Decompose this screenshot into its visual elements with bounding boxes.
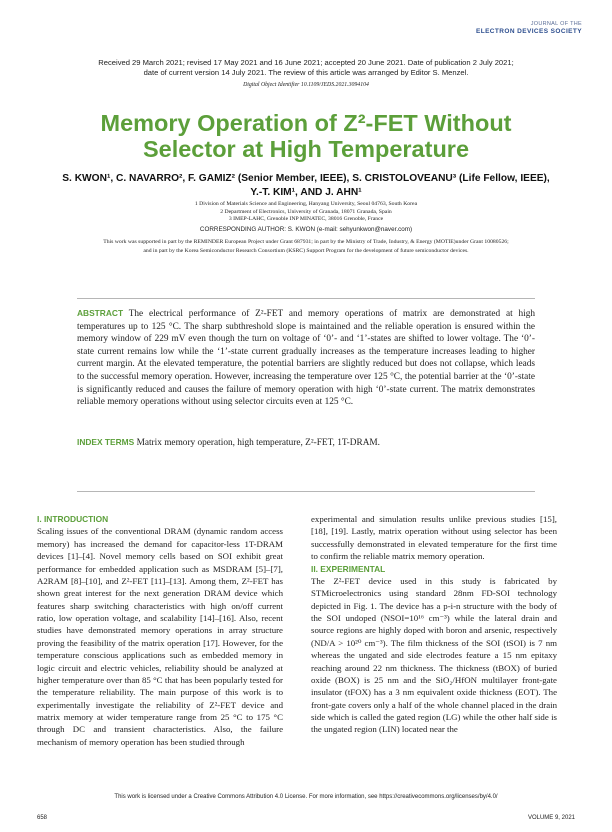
intro-paragraph: Scaling issues of the conventional DRAM (dynamic random access memory) has increased the demand for capacitor-less 1T-DRAM devices [1]–[4]. Novel memory cells based on SOI exhibit great performance for embedded application such as MSDRAM [5]–[7], A2RAM [8]–[10], and Z²-FET [11]–[13]. Among them, Z²-FET has shown great interest for the next generation DRAM device which features sharp switching characteristics with high on/off current ratio, low operation voltage, and scalability [14]–[16]. Also, recent studies have demonstrated memory operations in array structure proving the feasibility of the matrix operation [17]. However, for the temperature conscious applications such as embedded memory in logic circuit and electric vehicles, reliability should be analyzed at higher temperature over than 85 °C that has been popularly tested for the temperature reliability. The main purpose of this work is to experimentally investigate the reliability of Z²-FET device and matrix memory at wider temperature range from 25 °C to 175 °C through DC and transient characteristics. Also, the failure mechanism of memory operation has been studied through [37, 526, 283, 747]
right-column [311, 513, 557, 736]
abstract-text: The electrical performance of Z²-FET and memory operations of matrix are demonstrated at high temperatures up to 125 °C. The sharp subthreshold slope is maintained and the reliable operation is ensured within the memory window of 229 mV even though the turn on voltage of ‘0’- and ‘1’-states are shifted to lower voltage. The ‘0’-state current remains low while the ‘1’-state current gradually increases as the temperature increases leading to higher current margin. At the elevated temperature, the potential barriers are slightly reduced but does not collapse, which leads to the successful memory operation. However, increasing the temperature over 125 °C, the potential barrier at the ‘0’-state is significantly reduced and causes the failure of memory operation with high ‘0’-state current. The matrix demonstrates reliable memory operations without using selector circuits even at 125 °C. [77, 309, 536, 408]
journal-header [476, 21, 582, 35]
journal-line2: ELECTRON DEVICES SOCIETY [475, 28, 582, 35]
received-dates [0, 58, 612, 78]
authors-line2: Y.-T. KIM¹, AND J. AHN¹ [250, 187, 362, 198]
affiliations [0, 201, 612, 224]
volume-info: VOLUME 9, 2021 [527, 815, 575, 821]
index-terms-text: Matrix memory operation, high temperature, Z²-FET, 1T-DRAM. [136, 438, 380, 448]
abstract-top-divider [77, 298, 535, 299]
doi: Digital Object Identifier 10.1109/JEDS.2021.3094104 [243, 82, 369, 88]
funding-line1: This work was supported in part by the REMINDER European Project under Grant 687931; in part by the Ministry of Trade, Industry, & Energy (MOTIE)under Grant 10080526; [103, 239, 509, 245]
authors-line1: S. KWON¹, C. NAVARRO², F. GAMIZ² (Senior Member, IEEE), S. CRISTOLOVEANU³ (Life Fellow, IEEE), [62, 173, 550, 184]
author-list [24, 172, 588, 200]
corresponding-author: CORRESPONDING AUTHOR: S. KWON (e-mail: sehyunkwon@naver.com) [199, 226, 413, 233]
paper-title [0, 110, 612, 162]
affiliation-2: 2 Department of Electronics, University of Granada, 18071 Granada, Spain [220, 208, 392, 215]
funding-line2: and in part by the Korea Semiconductor Research Consortium (KSRC) Support Program for the development of future semiconductor devices. [143, 248, 469, 255]
affiliation-3: 3 IMEP-LAHC, Grenoble INP MINATEC, 38016 Grenoble, France [228, 216, 384, 223]
abstract-label: ABSTRACT [77, 308, 124, 318]
abstract-bottom-divider [77, 491, 535, 492]
left-column [37, 513, 283, 748]
index-terms [77, 436, 535, 449]
funding-note [20, 238, 592, 257]
license-note: This work is licensed under a Creative Commons Attribution 4.0 License. For more information, see https://creativecommons.org/licenses/by/4.0/ [114, 794, 498, 800]
affiliation-1: 1 Division of Materials Science and Engineering, Hanyang University, Seoul 04763, South Korea [194, 201, 418, 207]
title-line1: Memory Operation of Z²-FET Without [100, 110, 512, 136]
page-number: 658 [37, 815, 48, 821]
experimental-paragraph: The Z²-FET device used in this study is fabricated by STMicroelectronics using standard 28nm FD-SOI technology depicted in Fig. 1. The device has a p-i-n structure with the body of the SOI undoped (NSOI=10¹⁶ cm⁻³) while the lateral drain and source regions are highly doped with boron and arsenic, respectively (ND/A > 10²⁰ cm⁻³). The film thickness of the SOI (tSOI) is 7 nm whereas the ungated and side electrodes feature a 15 nm epitaxy reaching around 22 nm thickness. The thickness (tBOX) of buried oxide (BOX) is 25 nm and the SiO₂/HfON multilayer front-gate insulator (tFOX) has a 3 nm equivalent oxide thickness (EOT). The front-gate covers only a half of the whole channel placed in the drain side which is called the gated region (LG) while the other half side is the ungated region (LIN) located near the [311, 575, 557, 735]
intro-heading: I. INTRODUCTION [37, 514, 109, 524]
received-line2: date of current version 14 July 2021. The review of this article was arranged by Editor S. Menzel. [143, 68, 469, 77]
abstract [77, 307, 535, 409]
experimental-heading: II. EXPERIMENTAL [311, 563, 386, 574]
journal-line1: JOURNAL OF THE [530, 21, 582, 27]
title-line2: Selector at High Temperature [142, 136, 470, 162]
index-terms-label: INDEX TERMS [77, 437, 135, 447]
intro-continued-paragraph: experimental and simulation results unlike previous studies [15], [18], [19]. Lastly, matrix operation without using selector has been successfully demonstrated in elevated temperature for the first time to confirm the reliable matrix memory operation. [311, 514, 557, 562]
received-line1: Received 29 March 2021; revised 17 May 2021 and 16 June 2021; accepted 20 June 2021. Date of publication 2 July 2021; [98, 58, 514, 67]
